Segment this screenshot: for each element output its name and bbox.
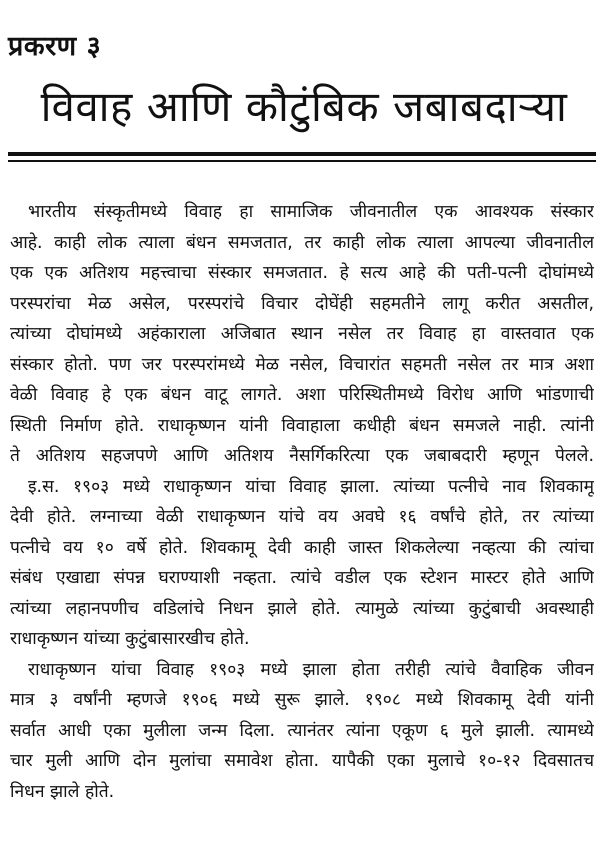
title-rule-thick <box>8 152 596 156</box>
paragraph-line: राधाकृष्णन यांचा विवाह १९०३ मध्ये झाला होता तरीही त्यांचे वैवाहिक जीवन <box>28 659 594 680</box>
paragraph-line: मात्र ३ वर्षांनी म्हणजे १९०६ मध्ये सुरू झाले. १९०८ मध्ये शिवकामू देवी यांनी <box>10 690 594 710</box>
paragraph-line: त्यांच्या लहानपणीच वडिलांचे निधन झाले होते. त्यामुळे त्यांच्या कुटुंबाची अवस्थाही <box>10 598 594 619</box>
paragraph-line: भारतीय संस्कृतीमध्ये विवाह हा सामाजिक जीवनातील एक आवश्यक संस्कार <box>28 202 594 222</box>
paragraph-line: एक एक अतिशय महत्त्वाचा संस्कार समजतात. हे सत्य आहे की पती-पत्नी दोघांमध्ये <box>10 263 594 283</box>
paragraph-line: राधाकृष्णन यांच्या कुटुंबासारखीच होते. <box>10 629 250 649</box>
title-rule-thin <box>8 160 596 162</box>
paragraph-line: इ.स. १९०३ मध्ये राधाकृष्णन यांचा विवाह झाला. त्यांच्या पत्नीचे नाव शिवकामू <box>28 476 594 497</box>
body-text <box>10 197 594 807</box>
chapter-title: विवाह आणि कौटुंबिक जबाबदाऱ्या <box>40 82 568 131</box>
paragraph-line: त्यांच्या दोघांमध्ये अहंकाराला अजिबात स्थान नसेल तर विवाह हा वास्तवात एक <box>10 324 594 344</box>
paragraph-line: परस्परांचा मेळ असेल, परस्परांचे विचार दोघेंही सहमतीने लागू करीत असतील, <box>10 293 594 314</box>
paragraph-line: स्थिती निर्माण होते. राधाकृष्णन यांनी विवाहाला कधीही बंधन समजले नाही. त्यांनी <box>10 415 594 436</box>
paragraph-line: आहे. काही लोक त्याला बंधन समजतात, तर काही लोक त्याला आपल्या जीवनातील <box>10 232 594 253</box>
chapter-label: प्रकरण ३ <box>8 31 102 62</box>
paragraph-line: निधन झाले होते. <box>10 781 115 802</box>
paragraph-line: संबंध एखाद्या संपन्न घराण्याशी नव्हता. त्यांचे वडील एक स्टेशन मास्टर होते आणि <box>10 568 594 588</box>
paragraph-line: सर्वात आधी एका मुलीला जन्म दिला. त्यानंतर त्यांना एकूण ६ मुले झाली. त्यामध्ये <box>10 720 594 741</box>
paragraph-line: वेळी विवाह हे एक बंधन वाटू लागते. अशा परिस्थितीमध्ये विरोध आणि भांडणाची <box>10 385 594 405</box>
paragraph-line: पत्नीचे वय १० वर्षे होते. शिवकामू देवी काही जास्त शिकलेल्या नव्हत्या की त्यांचा <box>10 537 594 558</box>
paragraph-line: ते अतिशय सहजपणे आणि अतिशय नैसर्गिकरित्या एक जबाबदारी म्हणून पेलले. <box>10 446 594 466</box>
paragraph-line: देवी होते. लग्नाच्या वेळी राधाकृष्णन यांचे वय अवघे १६ वर्षांचे होते, तर त्यांच्या <box>10 507 594 527</box>
paragraph-line: चार मुली आणि दोन मुलांचा समावेश होता. यापैकी एका मुलाचे १०-१२ दिवसातच <box>10 751 594 771</box>
paragraph-line: संस्कार होतो. पण जर परस्परांमध्ये मेळ नसेल, विचारांत सहमती नसेल तर मात्र अशा <box>10 354 594 375</box>
